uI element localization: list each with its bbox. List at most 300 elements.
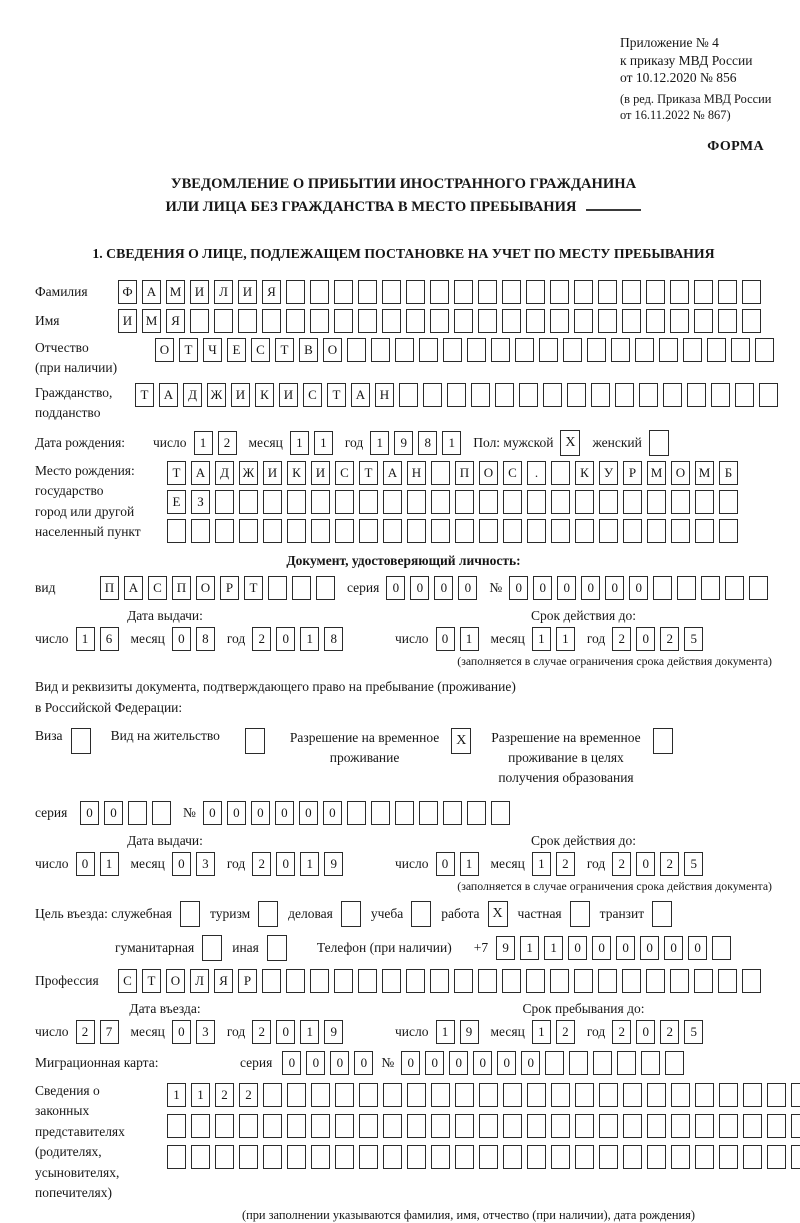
business-label: деловая: [288, 905, 333, 921]
form-cell: В: [299, 338, 318, 362]
form-cell: [670, 969, 689, 993]
form-cell: А: [191, 461, 210, 485]
form-cell: [639, 383, 658, 407]
edu-permit-label-line1: Разрешение на временное: [491, 729, 641, 745]
form-cell: [371, 801, 390, 825]
form-cell: 0: [282, 1051, 301, 1075]
form-cell: 0: [76, 852, 95, 876]
form-cell: [152, 801, 171, 825]
stay-until-heading: Срок пребывания до:: [522, 1000, 645, 1016]
form-cell: 0: [330, 1051, 349, 1075]
form-cell: [623, 1145, 642, 1169]
form-cell: [647, 1083, 666, 1107]
form-cell: 7: [100, 1020, 119, 1044]
birthplace-cells-row3: [167, 519, 738, 543]
form-cell: [383, 519, 402, 543]
form-cell: [495, 383, 514, 407]
form-cell: 1: [167, 1083, 186, 1107]
representatives-label-line3: представителях: [35, 1123, 125, 1139]
patronymic-cells: [155, 338, 774, 362]
form-cell: [407, 1114, 426, 1138]
form-cell: [527, 1114, 546, 1138]
stay-until-row: [395, 1020, 772, 1044]
doc-valid-year-cells: [612, 627, 703, 651]
form-cell: Т: [179, 338, 198, 362]
form-cell: [694, 969, 713, 993]
form-cell: [431, 1145, 450, 1169]
month-label: месяц: [490, 630, 525, 646]
sex-male-label: Пол: мужской: [473, 434, 554, 450]
doc-number-cells: [509, 576, 768, 600]
form-cell: [478, 309, 497, 333]
permit-valid-heading: Срок действия до:: [531, 832, 636, 848]
form-cell: [694, 280, 713, 304]
form-cell: М: [142, 309, 161, 333]
doc-issue-row: [35, 627, 395, 651]
form-cell: [575, 1145, 594, 1169]
form-cell: [407, 490, 426, 514]
form-cell: П: [455, 461, 474, 485]
doc-dates-block: [35, 608, 772, 669]
form-cell: [574, 969, 593, 993]
form-cell: [599, 1145, 618, 1169]
form-cell: .: [527, 461, 546, 485]
form-cell: [431, 519, 450, 543]
form-cell: 0: [172, 852, 191, 876]
form-cell: [311, 519, 330, 543]
permit-issue-row: [35, 852, 395, 876]
form-cell: [526, 309, 545, 333]
form-cell: [695, 490, 714, 514]
form-cell: 1: [100, 852, 119, 876]
temp-permit-label: [290, 728, 439, 769]
stay-day-cells: [436, 1020, 479, 1044]
form-cell: [310, 309, 329, 333]
form-cell: [502, 309, 521, 333]
edu-permit-label-line2: проживание в целях: [508, 750, 624, 766]
form-cell: [347, 338, 366, 362]
form-cell: Я: [214, 969, 233, 993]
form-cell: [719, 490, 738, 514]
permit-valid-row: [395, 852, 772, 876]
form-cell: Б: [719, 461, 738, 485]
form-cell: [719, 519, 738, 543]
form-cell: [286, 280, 305, 304]
form-cell: [215, 1114, 234, 1138]
form-cell: [407, 519, 426, 543]
form-cell: 1: [194, 431, 213, 455]
form-label: ФОРМА: [707, 138, 764, 154]
form-cell: [663, 383, 682, 407]
section1-heading: 1. СВЕДЕНИЯ О ЛИЦЕ, ПОДЛЕЖАЩЕМ ПОСТАНОВКЕ НА УЧЕТ ПО МЕСТУ ПРЕБЫВАНИЯ: [92, 245, 715, 261]
form-cell: [598, 309, 617, 333]
form-cell: 0: [509, 576, 528, 600]
form-cell: [443, 801, 462, 825]
form-cell: П: [100, 576, 119, 600]
name-cells: [118, 309, 761, 333]
form-cell: [694, 309, 713, 333]
form-cell: [239, 490, 258, 514]
form-cell: [683, 338, 702, 362]
form-cell: [665, 1051, 684, 1075]
form-cell: [719, 1114, 738, 1138]
migration-number-label: №: [381, 1054, 395, 1070]
form-cell: [406, 309, 425, 333]
birthplace-label-line2: государство: [35, 483, 104, 499]
form-cell: С: [503, 461, 522, 485]
form-cell: [615, 383, 634, 407]
form-cell: [167, 1145, 186, 1169]
form-cell: [263, 1114, 282, 1138]
form-cell: И: [190, 280, 209, 304]
form-cell: 2: [239, 1083, 258, 1107]
doc-issue-month-cells: [172, 627, 215, 651]
representatives-cells-row3: [167, 1145, 800, 1169]
form-cell: Р: [238, 969, 257, 993]
form-cell: 1: [370, 431, 389, 455]
form-cell: [567, 383, 586, 407]
patronymic-row: [35, 338, 772, 379]
purpose-tourism-checkbox: [258, 901, 278, 927]
form-cell: 2: [215, 1083, 234, 1107]
form-cell: [646, 969, 665, 993]
form-cell: [550, 309, 569, 333]
name-row: [35, 309, 772, 333]
form-cell: [334, 969, 353, 993]
form-cell: Л: [214, 280, 233, 304]
edition-line: от 16.11.2022 № 867): [620, 107, 731, 122]
form-cell: [743, 1114, 762, 1138]
form-cell: [671, 519, 690, 543]
form-cell: 0: [276, 1020, 295, 1044]
form-cell: [310, 969, 329, 993]
form-cell: [551, 1145, 570, 1169]
entry-year-cells: [252, 1020, 343, 1044]
form-cell: 8: [324, 627, 343, 651]
permit-issue-day-cells: [76, 852, 119, 876]
form-cell: [550, 280, 569, 304]
form-cell: К: [575, 461, 594, 485]
purpose-transit-checkbox: [652, 901, 672, 927]
form-cell: [407, 1083, 426, 1107]
form-cell: [599, 490, 618, 514]
form-cell: К: [287, 461, 306, 485]
form-cell: 0: [80, 801, 99, 825]
form-cell: [268, 576, 287, 600]
female-checkbox: [649, 430, 669, 456]
form-cell: [719, 1145, 738, 1169]
form-cell: [543, 383, 562, 407]
form-cell: [239, 1114, 258, 1138]
form-cell: [551, 1083, 570, 1107]
form-cell: А: [383, 461, 402, 485]
form-cell: 1: [191, 1083, 210, 1107]
birth-year-cells: [370, 431, 461, 455]
form-cell: 5: [684, 852, 703, 876]
form-cell: [262, 309, 281, 333]
surname-label: Фамилия: [35, 283, 88, 299]
form-cell: [725, 576, 744, 600]
form-cell: 3: [196, 852, 215, 876]
appendix-block: [620, 34, 772, 123]
form-cell: [519, 383, 538, 407]
migration-card-row: [35, 1051, 772, 1075]
form-cell: [599, 1114, 618, 1138]
form-cell: [767, 1083, 786, 1107]
form-cell: [742, 309, 761, 333]
form-cell: [167, 1114, 186, 1138]
form-cell: [551, 461, 570, 485]
form-cell: Т: [135, 383, 154, 407]
purpose-row2: [35, 935, 772, 961]
form-cell: [635, 338, 654, 362]
title-line2-wrap: [35, 196, 772, 219]
form-cell: [617, 1051, 636, 1075]
representatives-label-line5: усыновителях,: [35, 1164, 120, 1180]
form-cell: [215, 519, 234, 543]
form-cell: [491, 801, 510, 825]
permit-valid-month-cells: [532, 852, 575, 876]
purpose-private-checkbox: [570, 901, 590, 927]
form-cell: [263, 1083, 282, 1107]
form-cell: [623, 1114, 642, 1138]
form-cell: [575, 490, 594, 514]
form-cell: [670, 280, 689, 304]
form-cell: [503, 519, 522, 543]
doc-valid-note: (заполняется в случае ограничения срока действия документа): [457, 653, 772, 668]
form-cell: [347, 801, 366, 825]
permit-series-label: серия: [35, 804, 68, 820]
form-cell: [551, 490, 570, 514]
form-cell: [371, 338, 390, 362]
permit-type-row: [35, 728, 772, 789]
form-cell: И: [238, 280, 257, 304]
form-cell: [358, 309, 377, 333]
form-cell: [515, 338, 534, 362]
form-cell: 1: [300, 627, 319, 651]
other-label: иная: [232, 939, 259, 955]
form-cell: [742, 969, 761, 993]
form-cell: И: [311, 461, 330, 485]
form-cell: С: [148, 576, 167, 600]
form-cell: [467, 801, 486, 825]
form-cell: [671, 1083, 690, 1107]
form-cell: [551, 519, 570, 543]
form-cell: [551, 1114, 570, 1138]
year-label: год: [226, 1023, 246, 1039]
residence-permit-label: Вид на жительство: [110, 727, 220, 743]
form-cell: [286, 309, 305, 333]
day-label: число: [153, 434, 187, 450]
form-cell: 5: [684, 627, 703, 651]
form-cell: 0: [473, 1051, 492, 1075]
form-cell: [430, 280, 449, 304]
form-cell: И: [263, 461, 282, 485]
form-cell: [622, 309, 641, 333]
citizenship-row: [35, 383, 772, 424]
form-cell: С: [335, 461, 354, 485]
form-cell: 1: [460, 627, 479, 651]
form-cell: [718, 969, 737, 993]
representatives-cells-block: [167, 1081, 800, 1174]
edu-permit-label-line3: получения образования: [498, 770, 634, 786]
form-cell: [701, 576, 720, 600]
doc-series-label: серия: [347, 579, 380, 595]
permit-series-row: [35, 801, 772, 825]
form-cell: 2: [660, 852, 679, 876]
form-cell: [419, 801, 438, 825]
form-cell: О: [196, 576, 215, 600]
form-cell: 1: [290, 431, 309, 455]
form-cell: [335, 1083, 354, 1107]
form-cell: [791, 1114, 800, 1138]
form-cell: [598, 969, 617, 993]
form-cell: 0: [401, 1051, 420, 1075]
year-label: год: [226, 855, 246, 871]
form-cell: [526, 969, 545, 993]
form-cell: [791, 1145, 800, 1169]
title-line2: ИЛИ ЛИЦА БЕЗ ГРАЖДАНСТВА В МЕСТО ПРЕБЫВАНИЯ: [165, 199, 577, 216]
form-cell: [286, 969, 305, 993]
form-cell: 0: [172, 627, 191, 651]
form-cell: 0: [203, 801, 222, 825]
male-checkbox: X: [560, 430, 580, 456]
form-cell: 0: [276, 852, 295, 876]
form-cell: 0: [533, 576, 552, 600]
entry-date-row: [35, 1020, 395, 1044]
form-cell: [647, 519, 666, 543]
form-cell: Н: [375, 383, 394, 407]
year-label: год: [586, 855, 606, 871]
edition-line: (в ред. Приказа МВД России: [620, 91, 772, 106]
birthplace-cells-row2: [167, 490, 738, 514]
form-cell: 1: [520, 936, 539, 960]
form-cell: [671, 1114, 690, 1138]
doc-series-cells: [386, 576, 477, 600]
form-cell: [287, 1114, 306, 1138]
form-cell: [431, 1083, 450, 1107]
form-cell: Ч: [203, 338, 222, 362]
form-cell: [647, 1114, 666, 1138]
appendix-line: Приложение № 4: [620, 35, 719, 50]
form-cell: [569, 1051, 588, 1075]
birthplace-cells-block: [167, 461, 738, 548]
humanitarian-label: гуманитарная: [115, 939, 195, 955]
form-cell: [467, 338, 486, 362]
form-cell: 9: [324, 852, 343, 876]
doc-number-label: №: [489, 579, 503, 595]
citizenship-label-line2: подданство: [35, 405, 101, 421]
form-cell: [503, 490, 522, 514]
form-cell: [527, 490, 546, 514]
form-cell: [743, 1145, 762, 1169]
form-cell: [335, 1145, 354, 1169]
form-cell: 0: [449, 1051, 468, 1075]
form-cell: [550, 969, 569, 993]
visa-checkbox: [71, 728, 91, 754]
form-cell: А: [351, 383, 370, 407]
form-cell: Р: [220, 576, 239, 600]
form-cell: [503, 1145, 522, 1169]
form-cell: [677, 576, 696, 600]
form-cell: Т: [359, 461, 378, 485]
day-label: число: [395, 855, 429, 871]
form-cell: [687, 383, 706, 407]
form-cell: [167, 519, 186, 543]
phone-cells: [496, 936, 731, 960]
form-cell: [545, 1051, 564, 1075]
form-cell: [502, 280, 521, 304]
form-cell: Т: [275, 338, 294, 362]
form-cell: [670, 309, 689, 333]
form-cell: [646, 309, 665, 333]
form-cell: [359, 1083, 378, 1107]
birthplace-label-line3: город или другой: [35, 503, 135, 519]
form-cell: [593, 1051, 612, 1075]
form-cell: 9: [496, 936, 515, 960]
form-cell: [215, 1145, 234, 1169]
form-cell: У: [599, 461, 618, 485]
representatives-label-line2: законных: [35, 1103, 90, 1119]
form-cell: 0: [104, 801, 123, 825]
form-cell: [575, 519, 594, 543]
form-cell: [599, 1083, 618, 1107]
form-cell: [238, 309, 257, 333]
title-blank-line: [586, 197, 641, 211]
form-cell: 9: [324, 1020, 343, 1044]
year-label: год: [226, 630, 246, 646]
form-cell: [503, 1114, 522, 1138]
form-cell: [575, 1083, 594, 1107]
form-cell: А: [142, 280, 161, 304]
entry-date-heading: Дата въезда:: [129, 1000, 201, 1016]
form-cell: 1: [532, 852, 551, 876]
form-cell: [191, 519, 210, 543]
form-cell: [718, 280, 737, 304]
patronymic-label-line1: Отчество: [35, 339, 89, 355]
form-cell: [539, 338, 558, 362]
sex-female-label: женский: [592, 434, 642, 450]
form-cell: [359, 1145, 378, 1169]
form-cell: 1: [442, 431, 461, 455]
form-cell: 0: [275, 801, 294, 825]
form-cell: [563, 338, 582, 362]
doc-valid-row: [395, 627, 772, 651]
form-cell: [311, 490, 330, 514]
entry-day-cells: [76, 1020, 119, 1044]
form-cell: 0: [592, 936, 611, 960]
form-cell: Т: [244, 576, 263, 600]
form-cell: [455, 490, 474, 514]
form-cell: [382, 969, 401, 993]
form-cell: И: [231, 383, 250, 407]
form-cell: [287, 519, 306, 543]
birthdate-label: Дата рождения:: [35, 434, 126, 450]
form-cell: [383, 490, 402, 514]
form-cell: 0: [386, 576, 405, 600]
profession-row: [35, 969, 772, 993]
purpose-label: Цель въезда: служебная: [35, 905, 172, 921]
form-cell: [382, 309, 401, 333]
year-label: год: [586, 1023, 606, 1039]
form-cell: 0: [557, 576, 576, 600]
form-cell: [695, 519, 714, 543]
form-cell: [335, 519, 354, 543]
patronymic-label-line2: (при наличии): [35, 359, 118, 375]
form-cell: 2: [252, 1020, 271, 1044]
form-cell: М: [695, 461, 714, 485]
form-cell: 0: [436, 852, 455, 876]
